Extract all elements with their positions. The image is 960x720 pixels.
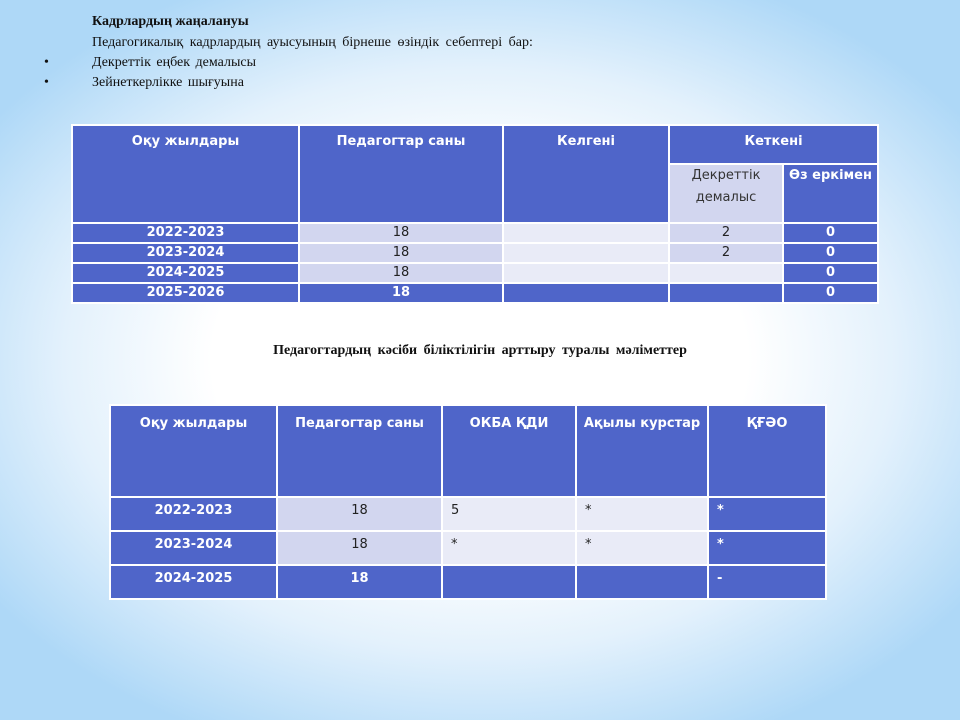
row-maternity xyxy=(669,263,783,283)
bullet-text: Декреттік еңбек демалысы xyxy=(92,55,256,70)
row-teachers: 18 xyxy=(299,243,503,263)
page-title: Кадрлардың жаңалануы xyxy=(92,14,249,29)
row-maternity: 2 xyxy=(669,243,783,263)
table-header-row xyxy=(110,405,826,497)
row-voluntary: 0 xyxy=(783,263,878,283)
row-maternity: 2 xyxy=(669,223,783,243)
table-row xyxy=(72,243,878,263)
staff-turnover-table xyxy=(71,124,879,304)
row-arrived xyxy=(503,283,669,303)
row-year: 2024-2025 xyxy=(72,263,299,283)
header-paid-courses: Ақылы курстар xyxy=(576,405,708,497)
row-teachers: 18 xyxy=(299,223,503,243)
row-teachers: 18 xyxy=(299,263,503,283)
table-header-row xyxy=(72,125,878,164)
row-paid-courses xyxy=(576,565,708,599)
row-paid-courses: * xyxy=(576,531,708,565)
table-row xyxy=(72,223,878,243)
section-title: Педагогтардың кәсіби біліктілігін арттыру туралы мәліметтер xyxy=(273,343,687,358)
header-teachers: Педагогтар саны xyxy=(277,405,442,497)
row-year: 2022-2023 xyxy=(72,223,299,243)
intro-subtitle: Педагогикалық кадрлардың ауысуының бірнеше өзіндік себептері бар: xyxy=(92,35,533,50)
header-kgeo: ҚҒӘО xyxy=(708,405,826,497)
row-teachers: 18 xyxy=(277,497,442,531)
header-year: Оқу жылдары xyxy=(72,125,299,223)
header-left: Кеткені xyxy=(669,125,878,164)
row-kgeo: * xyxy=(708,497,826,531)
header-teachers: Педагогтар саны xyxy=(299,125,503,223)
row-paid-courses: * xyxy=(576,497,708,531)
row-teachers: 18 xyxy=(277,565,442,599)
bullet-icon: • xyxy=(44,75,49,90)
row-teachers: 18 xyxy=(277,531,442,565)
row-year: 2023-2024 xyxy=(110,531,277,565)
row-okba: 5 xyxy=(442,497,576,531)
row-year: 2024-2025 xyxy=(110,565,277,599)
table-row xyxy=(110,531,826,565)
bullet-text: Зейнеткерлікке шығуына xyxy=(92,75,244,90)
row-arrived xyxy=(503,263,669,283)
row-voluntary: 0 xyxy=(783,283,878,303)
table-row xyxy=(110,565,826,599)
header-okba: ОКБА ҚДИ xyxy=(442,405,576,497)
header-year: Оқу жылдары xyxy=(110,405,277,497)
row-voluntary: 0 xyxy=(783,243,878,263)
row-okba: * xyxy=(442,531,576,565)
row-teachers: 18 xyxy=(299,283,503,303)
header-arrived: Келгені xyxy=(503,125,669,223)
row-maternity xyxy=(669,283,783,303)
header-maternity: Декреттік демалыс xyxy=(669,164,783,223)
bullet-icon: • xyxy=(44,55,49,70)
row-arrived xyxy=(503,223,669,243)
row-kgeo: * xyxy=(708,531,826,565)
row-kgeo: - xyxy=(708,565,826,599)
row-year: 2022-2023 xyxy=(110,497,277,531)
row-year: 2023-2024 xyxy=(72,243,299,263)
table-row xyxy=(110,497,826,531)
header-voluntary: Өз еркімен xyxy=(783,164,878,223)
row-voluntary: 0 xyxy=(783,223,878,243)
row-year: 2025-2026 xyxy=(72,283,299,303)
table-row xyxy=(72,283,878,303)
table-row xyxy=(72,263,878,283)
row-arrived xyxy=(503,243,669,263)
qualification-table xyxy=(109,404,827,600)
row-okba xyxy=(442,565,576,599)
